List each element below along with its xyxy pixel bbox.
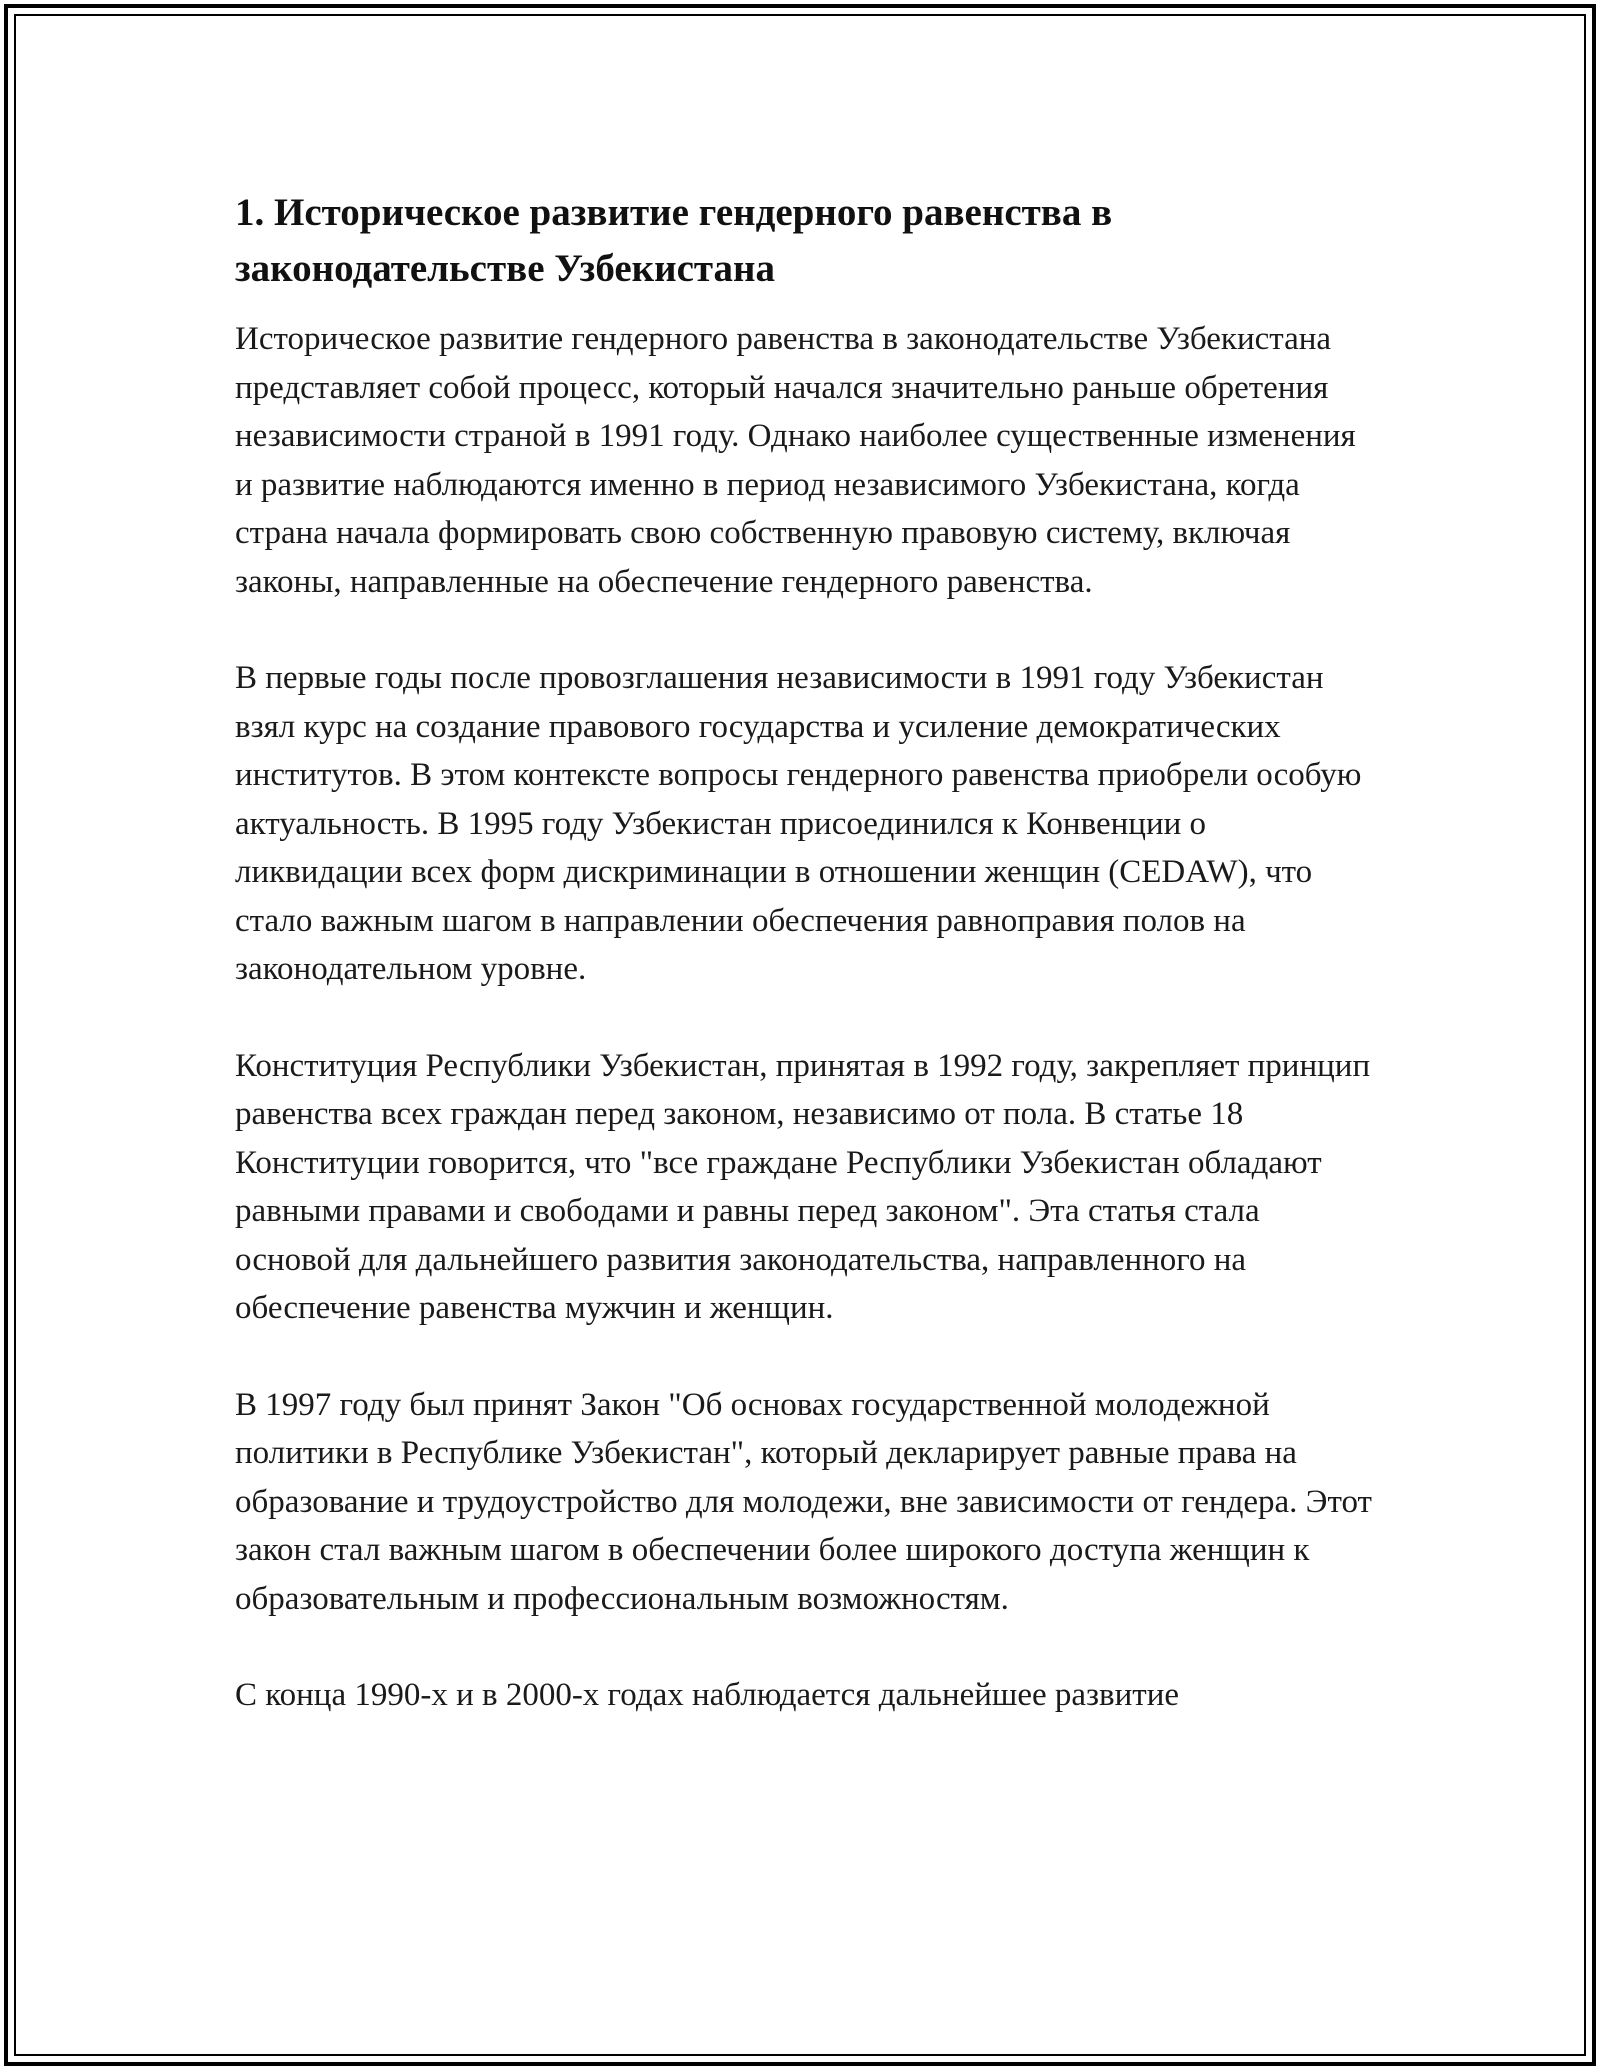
paragraph-3: Конституция Республики Узбекистан, принятая в 1992 году, закрепляет принцип равенства всех граждан перед законом, независимо от пола. В статье 18 Конституции говорится, что "все граждане Республики Узбекистан обладают равными правами и свободами и равны перед законом". Эта статья стала основой для дальнейшего развития законодательства, направленного на обеспечение равенства мужчин и женщин. [235,1047,1371,1326]
paragraph-2: В первые годы после провозглашения независимости в 1991 году Узбекистан взял курс на создание правового государства и усиление демократических институтов. В этом контексте вопросы гендерного равенства приобрели особую актуальность. В 1995 году Узбекистан присоединился к Конвенции о ликвидации всех форм дискриминации в отношении женщин (CEDAW), что стало важным шагом в направлении обеспечения равноправия полов на законодательном уровне. [235,660,1362,987]
section-heading: 1. Историческое развитие гендерного равенства в законодательстве Узбекистана [235,191,1113,290]
document-body [235,185,1375,1768]
paragraph-4: В 1997 году был принят Закон "Об основах государственной молодежной политики в Республике Узбекистан", который декларирует равные права на образование и трудоустройство для молодежи, вне зависимости от гендера. Этот закон стал важным шагом в обеспечении более широкого доступа женщин к образовательным и профессиональным возможностям. [235,1386,1372,1617]
paragraph-1: Историческое развитие гендерного равенства в законодательстве Узбекистана представляет собой процесс, который начался значительно раньше обретения независимости страной в 1991 году. Однако наиболее существенные изменения и развитие наблюдаются именно в период независимого Узбекистана, когда страна начала формировать свою собственную правовую систему, включая законы, направленные на обеспечение гендерного равенства. [235,321,1356,600]
paragraph-5: С конца 1990-х и в 2000-х годах наблюдается дальнейшее развитие [235,1677,1180,1713]
